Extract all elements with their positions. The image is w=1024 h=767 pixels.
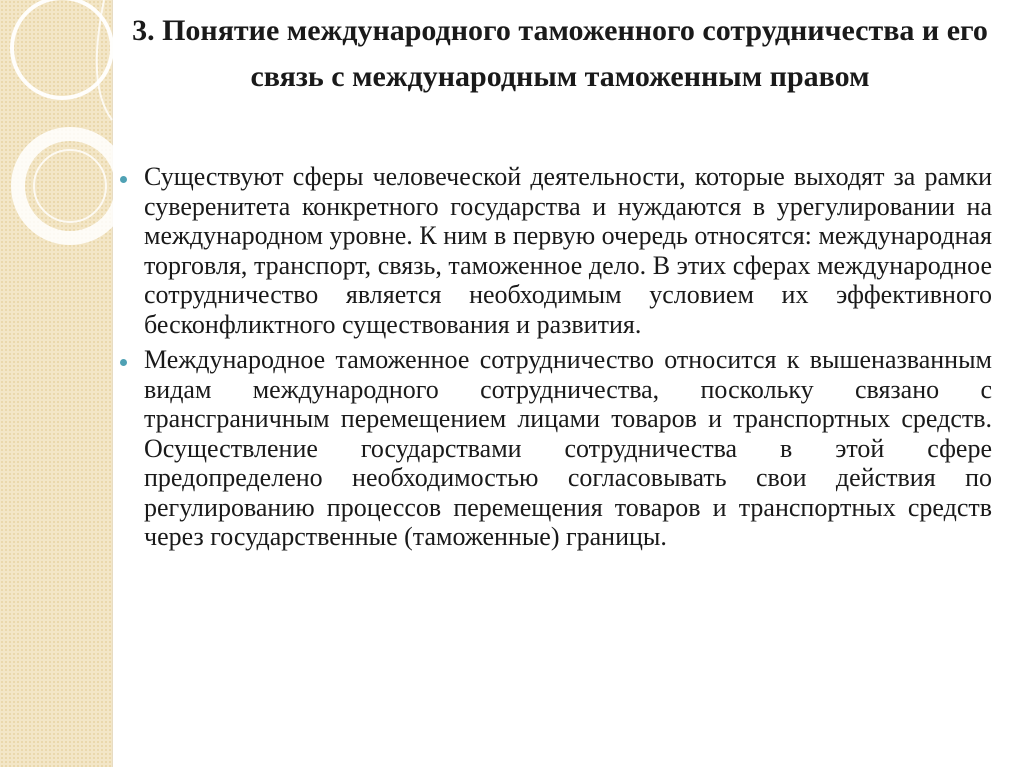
- bullet-text: Международное таможенное сотрудничество относится к вышеназванным видам международного сотрудничества, поскольку связано с трансграничным перемещением лицами товаров и транспортных средств. Осуществление государствами сотрудничества в этой сфере предопределено необходимостью согласовывать свои действия по регулированию процессов перемещения товаров и транспортных средств через государственные (таможенные) границы.: [144, 345, 992, 551]
- bullet-item: [112, 162, 992, 339]
- decorative-ring-inner: [34, 150, 106, 222]
- bullet-text: Существуют сферы человеческой деятельности, которые выходят за рамки суверенитета конкретного государства и нуждаются в урегулировании на международном уровне. К ним в первую очередь относятся: международная торговля, транспорт, связь, таможенное дело. В этих сферах международное сотрудничество является необходимым условием их эффективного бесконфликтного существования и развития.: [144, 162, 992, 339]
- bullet-list: [112, 162, 992, 558]
- bullet-item: [112, 345, 992, 552]
- round-bullet-icon: [120, 359, 127, 366]
- slide-title: 3. Понятие международного таможенного сотрудничества и его связь с международным таможенным правом: [132, 14, 988, 93]
- round-bullet-icon: [120, 176, 127, 183]
